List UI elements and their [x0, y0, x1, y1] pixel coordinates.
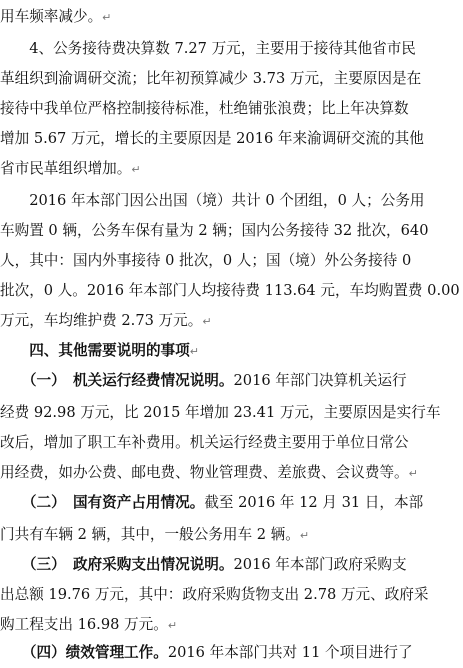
text-line	[0, 246, 463, 276]
text-segment: 革组织到渝调研交流；比年初预算减少 3.73 万元，主要原因是在	[0, 70, 422, 87]
text-line	[0, 458, 463, 488]
text-segment: 万元，车均维护费 2.73 万元。	[0, 312, 203, 329]
text-segment: 2016 年本部门因公出国（境）共计 0 个团组，0 人；公务用	[0, 192, 425, 209]
text-segment: 2016 年本部门政府采购支	[233, 556, 407, 573]
text-line	[0, 154, 463, 184]
paragraph-mark-icon: ↵	[202, 315, 212, 328]
paragraph-mark-icon: ↵	[299, 529, 310, 542]
text-segment: 2016 年本部门共对 11 个项目进行了	[167, 644, 413, 661]
text-segment: 人，其中：国内外事接待 0 批次，0 人；国（境）外公务接待 0	[0, 252, 412, 269]
text-line	[0, 580, 463, 610]
text-line	[0, 336, 463, 366]
text-line	[0, 186, 463, 216]
paragraph-mark-icon: ↵	[131, 163, 141, 176]
text-line	[0, 488, 463, 518]
text-segment: 改后，增加了职工车补费用。机关运行经费主要用于单位日常公	[0, 434, 409, 451]
text-segment: 增加 5.67 万元，增长的主要原因是 2016 年来渝调研交流的其他	[0, 130, 424, 147]
text-line	[0, 428, 463, 458]
text-segment: 4、公务接待费决算数 7.27 万元，主要用于接待其他省市民	[0, 40, 416, 57]
bold-text-segment: （一） 机关运行经费情况说明。	[0, 372, 234, 389]
text-line	[0, 398, 463, 428]
paragraph-mark-icon: ↵	[408, 467, 418, 480]
text-segment: 出总额 19.76 万元，其中：政府采购货物支出 2.78 万元、政府采	[0, 586, 429, 603]
text-line	[0, 216, 463, 246]
text-segment: 省市民革组织增加。	[0, 160, 132, 177]
bold-text-segment: （三） 政府采购支出情况说明。	[0, 556, 234, 573]
paragraph-mark-icon: ↵	[167, 619, 178, 632]
text-line	[0, 276, 463, 306]
text-segment: 购工程支出 16.98 万元。	[0, 616, 168, 633]
text-line	[0, 306, 463, 336]
paragraph-mark-icon: ↵	[189, 345, 199, 358]
text-line	[0, 64, 463, 94]
text-segment: 门共有车辆 2 辆，其中，一般公务用车 2 辆。	[0, 526, 300, 543]
text-segment: 经费 92.98 万元，比 2015 年增加 23.41 万元，主要原因是实行车	[0, 404, 441, 421]
text-line	[0, 638, 463, 668]
text-line	[0, 550, 463, 580]
text-segment: 截至 2016 年 12 月 31 日，本部	[204, 494, 424, 511]
text-segment: 接待中我单位严格控制接待标准，杜绝铺张浪费；比上年决算数	[0, 100, 409, 117]
bold-text-segment: 四、其他需要说明的事项	[0, 342, 190, 359]
paragraph-mark-icon: ↵	[102, 11, 112, 24]
bold-text-segment: （二） 国有资产占用情况。	[0, 494, 205, 511]
text-line	[0, 2, 463, 32]
text-segment: 2016 年部门决算机关运行	[233, 372, 407, 389]
text-line	[0, 366, 463, 396]
text-line	[0, 124, 463, 154]
text-line	[0, 520, 463, 550]
text-segment: 批次，0 人。2016 年本部门人均接待费 113.64 元，车均购置费 0.00	[0, 282, 460, 299]
text-segment: 车购置 0 辆，公务车保有量为 2 辆；国内公务接待 32 批次，640	[0, 222, 429, 239]
bold-text-segment: （四）绩效管理工作。	[0, 644, 168, 661]
text-line	[0, 94, 463, 124]
text-segment: 用经费，如办公费、邮电费、物业管理费、差旅费、会议费等。	[0, 464, 409, 481]
text-line	[0, 610, 463, 640]
text-segment: 用车频率减少。	[0, 8, 103, 25]
text-line	[0, 34, 463, 64]
